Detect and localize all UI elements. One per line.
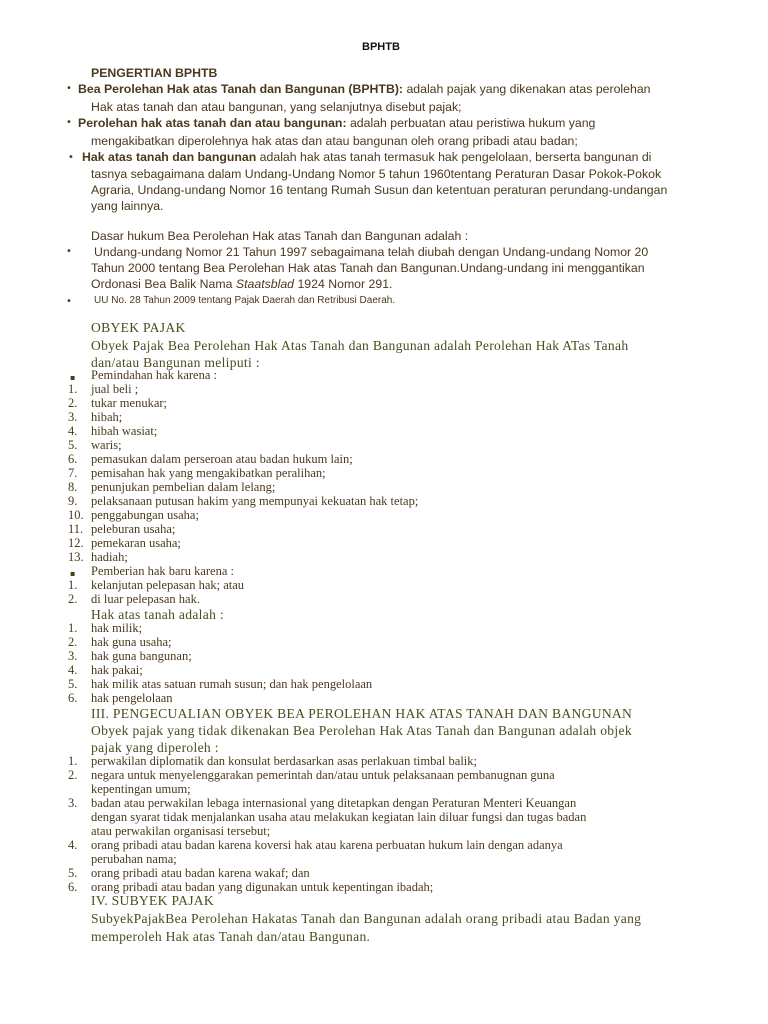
list-item: hibah; [91,410,123,424]
list-number: 2. [68,635,78,649]
list-number: 6. [68,452,78,466]
list-number: 3. [68,410,78,424]
list-item: waris; [91,438,122,452]
list-item: hak milik atas satuan rumah susun; dan hak pengelolaan [91,677,373,691]
pengecualian-intro: pajak yang diperoleh : [91,740,219,755]
list-label: Pemindahan hak karena : [91,368,217,382]
list-item: hak pengelolaan [91,691,173,705]
list-number: 1. [68,621,78,635]
list-item: di luar pelepasan hak. [91,592,200,606]
bullet-icon: • [68,152,74,163]
pengecualian-list [0,755,768,895]
bullet-icon: • [66,83,72,94]
bullet-icon: • [66,117,72,128]
list-number: 9. [68,494,78,508]
list-number: 1. [68,578,78,592]
dasar-hukum-line: UU No. 28 Tahun 2009 tentang Pajak Daerah dan Retribusi Daerah. [94,295,396,306]
list-item-continuation: perubahan nama; [91,852,177,866]
list-item: hak guna bangunan; [91,649,192,663]
list-item: hadiah; [91,550,128,564]
list-number: 11. [68,522,84,536]
list-number: 4. [68,424,78,438]
list-number: 3. [68,796,78,810]
list-item-continuation: kepentingan umum; [91,782,191,796]
list-item: penunjukan pembelian dalam lelang; [91,480,276,494]
pengertian-item-line: yang lainnya. [91,199,164,213]
list-item: kelanjutan pelepasan hak; atau [91,578,245,592]
list-item: pemekaran usaha; [91,536,181,550]
dasar-hukum-line: Tahun 2000 tentang Bea Perolehan Hak atas Tanah dan Bangunan.Undang-undang ini menggantikan [91,261,645,275]
list-number: 6. [68,691,78,705]
square-bullet-icon: ▪ [70,569,76,578]
hak-list [0,622,768,708]
pengertian-item-line: Hak atas tanah dan atau bangunan, yang selanjutnya disebut pajak; [91,100,462,114]
list-item: pemasukan dalam perseroan atau badan hukum lain; [91,452,353,466]
list-item: penggabungan usaha; [91,508,199,522]
list-item: badan atau perwakilan lebaga internasional yang ditetapkan dengan Peraturan Menteri Keuangan [91,796,577,810]
list-item: hak pakai; [91,663,143,677]
list-label: Pemberian hak baru karena : [91,564,234,578]
list-item: orang pribadi atau badan karena koversi hak atau karena perbuatan hukum lain dengan adanya [91,838,563,852]
pengertian-item-line: Perolehan hak atas tanah dan atau bangunan: adalah perbuatan atau peristiwa hukum yang [78,116,596,130]
list-number: 5. [68,866,78,880]
dasar-hukum-line: Ordonasi Bea Balik Nama Staatsblad 1924 Nomor 291. [91,277,393,291]
pengertian-item-line: Agraria, Undang-undang Nomor 16 tentang Rumah Susun dan ketentuan peraturan perundang-undangan [91,183,668,197]
bullet-icon: • [66,296,72,307]
list-number: 13. [68,550,84,564]
list-number: 2. [68,592,78,606]
list-number: 1. [68,382,78,396]
list-number: 4. [68,838,78,852]
pengecualian-heading: III. PENGECUALIAN OBYEK BEA PEROLEHAN HAK ATAS TANAH DAN BANGUNAN [91,706,633,721]
list-number: 4. [68,663,78,677]
list-item: pemisahan hak yang mengakibatkan peralihan; [91,466,326,480]
pengertian-item-line: tasnya sebagaimana dalam Undang-Undang Nomor 5 tahun 1960tentang Peraturan Dasar Pokok-Pokok [91,167,662,181]
list-number: 12. [68,536,84,550]
list-number: 2. [68,768,78,782]
list-item: tukar menukar; [91,396,168,410]
list-item: negara untuk menyelenggarakan pemerintah dan/atau untuk pelaksanaan pembanugnan guna [91,768,555,782]
list-item: hak milik; [91,621,143,635]
list-item: jual beli ; [91,382,139,396]
list-number: 3. [68,649,78,663]
subyek-text: SubyekPajakBea Perolehan Hakatas Tanah dan Bangunan adalah orang pribadi atau Badan yang [91,911,642,926]
pengertian-item-line: mengakibatkan diperolehnya hak atas dan atau bangunan oleh orang pribadi atau badan; [91,134,578,148]
list-item-continuation: atau perwakilan organisasi tersebut; [91,824,271,838]
list-number: 10. [68,508,84,522]
square-bullet-icon: ▪ [70,373,76,382]
list-item: hibah wasiat; [91,424,158,438]
dasar-hukum-intro: Dasar hukum Bea Perolehan Hak atas Tanah dan Bangunan adalah : [91,229,469,243]
list-number: 8. [68,480,78,494]
list-item: pelaksanaan putusan hakim yang mempunyai kekuatan hak tetap; [91,494,419,508]
list-item-continuation: dengan syarat tidak menjalankan usaha atau melakukan kegiatan lain diluar fungsi dan tugas badan [91,810,587,824]
list-item: orang pribadi atau badan karena wakaf; dan [91,866,310,880]
subyek-heading: IV. SUBYEK PAJAK [91,893,215,908]
hak-heading: Hak atas tanah adalah : [91,607,224,622]
dasar-hukum-line: Undang-undang Nomor 21 Tahun 1997 sebagaimana telah diubah dengan Undang-undang Nomor 20 [94,245,649,259]
list-number: 5. [68,677,78,691]
list-item: perwakilan diplomatik dan konsulat berdasarkan asas perlakuan timbal balik; [91,754,477,768]
list-number: 1. [68,754,78,768]
pengertian-item-line: Hak atas tanah dan bangunan adalah hak atas tanah termasuk hak pengelolaan, berserta bangunan di [82,150,652,164]
obyek-heading: OBYEK PAJAK [91,320,186,335]
list-number: 7. [68,466,78,480]
list-number: 6. [68,880,78,894]
pengertian-heading: PENGERTIAN BPHTB [91,66,218,80]
bullet-icon: • [66,246,72,257]
pengecualian-intro: Obyek pajak yang tidak dikenakan Bea Perolehan Hak Atas Tanah dan Bangunan adalah objek [91,723,632,738]
pemindahan-list [0,369,768,609]
list-number: 2. [68,396,78,410]
obyek-intro: dan/atau Bangunan meliputi : [91,355,260,370]
pengertian-item-line: Bea Perolehan Hak atas Tanah dan Bangunan (BPHTB): adalah pajak yang dikenakan atas perolehan [78,82,651,96]
list-item: orang pribadi atau badan yang digunakan untuk kepentingan ibadah; [91,880,434,894]
page-title: BPHTB [362,41,400,53]
list-number: 5. [68,438,78,452]
list-item: peleburan usaha; [91,522,176,536]
list-item: hak guna usaha; [91,635,172,649]
obyek-intro: Obyek Pajak Bea Perolehan Hak Atas Tanah dan Bangunan adalah Perolehan Hak ATas Tanah [91,338,629,353]
subyek-text: memperoleh Hak atas Tanah dan/atau Bangunan. [91,929,371,944]
